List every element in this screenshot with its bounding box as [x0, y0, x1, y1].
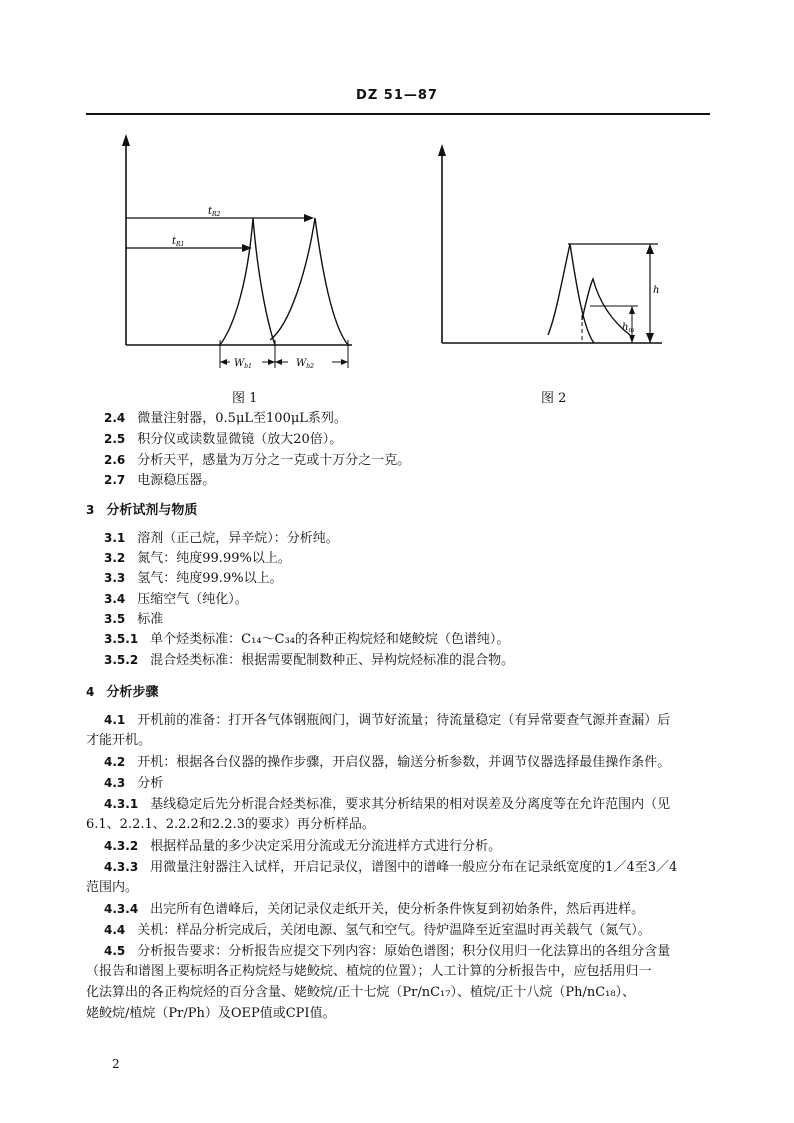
item-4-3-4: 4.3.4 出完所有色谱峰后，关闭记录仪走纸开关，使分析条件恢复到初始条件，然后再进样。 — [104, 902, 645, 917]
page-header-code: DZ 51—87 — [356, 88, 438, 103]
fig1-peak-2 — [270, 218, 348, 345]
item-4-1-cont: 才能开机。 — [86, 733, 152, 748]
item-2-4: 2.4 微量注射器，0.5μL至100μL系列。 — [104, 411, 347, 426]
fig2-main-peak — [548, 244, 594, 343]
item-2-5: 2.5 积分仪或读数显微镜（放大20倍）。 — [104, 432, 343, 447]
figure-2-chromatogram — [432, 140, 672, 355]
item-4-2: 4.2 开机：根据各台仪器的操作步骤，开启仪器，输送分析参数，并调节仪器选择最佳操作条件。 — [104, 755, 671, 770]
header-rule — [86, 113, 710, 115]
fig2-label-h: h — [653, 285, 660, 296]
section-4-heading: 4 分析步骤 — [86, 685, 159, 700]
item-3-5-2: 3.5.2 混合烃类标准：根据需要配制数种正、异构烷烃标准的混合物。 — [104, 653, 515, 668]
item-4-3-3-cont: 范围内。 — [86, 880, 139, 895]
fig1-y-arrow — [122, 134, 130, 146]
figure-1-caption: 图 1 — [232, 391, 258, 406]
item-4-5: 4.5 分析报告要求：分析报告应提交下列内容：原始色谱图；积分仪用归一化法算出的各组分含量 — [104, 944, 671, 959]
item-3-1: 3.1 溶剂（正己烷，异辛烷）：分析纯。 — [104, 531, 339, 546]
item-3-4: 3.4 压缩空气（纯化）。 — [104, 592, 248, 607]
item-4-3-1: 4.3.1 基线稳定后先分析混合烃类标准，要求其分析结果的相对误差及分离度等在允许范围内（见 — [104, 797, 671, 812]
item-4-5-cont-3: 姥鲛烷/植烷（Pr/Ph）及OEP值或CPI值。 — [86, 1006, 336, 1021]
item-3-5: 3.5 标准 — [104, 612, 164, 627]
fig1-peak-1 — [220, 218, 275, 345]
item-4-5-cont-2: 化法算出的各正构烷烃的百分含量、姥鲛烷/正十七烷（Pr/nC₁₇）、植烷/正十八烷（Ph/nC₁₈）、 — [86, 985, 636, 1000]
item-3-2: 3.2 氮气：纯度99.99%以上。 — [104, 551, 291, 566]
figure-2-caption: 图 2 — [541, 391, 567, 406]
fig1-label-tr2: $t_{R2}$ — [208, 206, 221, 218]
page-number: 2 — [112, 1057, 120, 1071]
item-4-3-1-cont: 6.1、2.2.1、2.2.2和2.2.3的要求）再分析样品。 — [86, 817, 375, 832]
fig1-label-tr1: $t_{R1}$ — [172, 236, 185, 248]
fig2-y-arrow — [438, 144, 446, 156]
item-4-1: 4.1 开机前的准备：打开各气体钢瓶阀门，调节好流量；待流量稳定（有异常要查气源并查漏）后 — [104, 713, 671, 728]
fig1-label-wb2: $W_{b2}$ — [296, 358, 314, 370]
figure-1-chromatogram — [110, 130, 370, 380]
item-3-3: 3.3 氢气：纯度99.9%以上。 — [104, 571, 283, 586]
item-4-5-cont-1: （报告和谱图上要标明各正构烷烃与姥鲛烷、植烷的位置）；人工计算的分析报告中，应包括用归一 — [86, 964, 652, 979]
item-4-4: 4.4 关机：样品分析完成后，关闭电源、氢气和空气。待炉温降至近室温时再关载气（氮气）。 — [104, 923, 651, 938]
item-4-3-2: 4.3.2 根据样品量的多少决定采用分流或无分流进样方式进行分析。 — [104, 839, 502, 854]
item-2-6: 2.6 分析天平，感量为万分之一克或十万分之一克。 — [104, 453, 411, 468]
section-3-heading: 3 分析试剂与物质 — [86, 503, 198, 518]
item-4-3-3: 4.3.3 用微量注射器注入试样，开启记录仪，谱图中的谱峰一般应分布在记录纸宽度的1／4至3／4 — [104, 860, 678, 875]
item-3-5-1: 3.5.1 单个烃类标准：C₁₄～C₃₄的各种正构烷烃和姥鲛烷（色谱纯）。 — [104, 632, 510, 647]
fig1-label-wb1: $W_{b1}$ — [234, 358, 252, 370]
item-2-7: 2.7 电源稳压器。 — [104, 473, 216, 488]
item-4-3: 4.3 分析 — [104, 776, 164, 791]
fig2-label-hm: $h_m$ — [622, 322, 635, 334]
